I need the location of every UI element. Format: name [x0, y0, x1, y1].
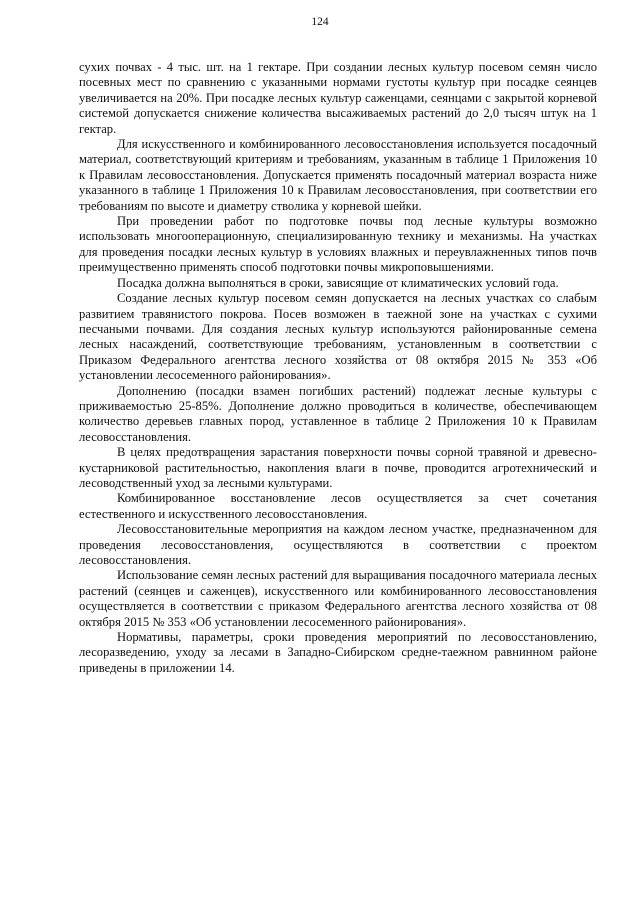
page-number: 124 [311, 16, 329, 28]
paragraph-combined-restoration: Комбинированное восстановление лесов осуществляется за счет сочетания естественного и искусственного лесовосстановления. [79, 491, 597, 521]
paragraph-replanting: Дополнению (посадки взамен погибших растений) подлежат лесные культуры с приживаемостью 25-85%. Дополнение должно проводиться в количестве, обеспечивающем количество деревьев главных пород, уставленное в таблице 2 Приложения 10 к Правилам лесовосстановления. [79, 383, 597, 444]
paragraph-seed-sowing: Создание лесных культур посевом семян допускается на лесных участках со слабым развитием травянистого покрова. Посев возможен в таежной зоне на участках с сухими песчаными почвами. Для создания лесных культур используются районированные семена лесных насаждений, соответствующие требованиям, установленным в соответствии с Приказом Федерального агентства лесного хозяйства от 08 октября 2015 № 353 «Об установлении лесосеменного районирования». [79, 291, 597, 383]
paragraph-seed-usage: Использование семян лесных растений для выращивания посадочного материала лесных растений (сеянцев и саженцев), искусственного или комбинированного лесовосстановления осуществляется в соответствии с приказом Федерального агентства лесного хозяйства от 08 октября 2015 № 353 «Об установлении лесосеменного районирования». [79, 568, 597, 629]
paragraph-continued: сухих почвах - 4 тыс. шт. на 1 гектаре. При создании лесных культур посевом семян число посевных мест по сравнению с указанными нормами густоты культур при посадке сеянцев увеличивается на 20%. При посадке лесных культур саженцами, сеянцами с закрытой корневой системой допускается снижение количества высаживаемых растений до 2,0 тысяч штук на 1 гектар. [79, 60, 597, 136]
body-text [79, 60, 597, 676]
paragraph-soil-preparation: При проведении работ по подготовке почвы под лесные культуры возможно использовать многооперационную, специализированную технику и механизмы. На участках для проведения посадки лесных культур в условиях влажных и переувлажненных типов почв преимущественно применять способ подготовки почвы микроповышениями. [79, 214, 597, 275]
paragraph-weed-control: В целях предотвращения зарастания поверхности почвы сорной травяной и древесно-кустарниковой растительностью, накопления влаги в почве, проводится агротехнический и лесоводственный уход за лесными культурами. [79, 445, 597, 490]
paragraph-planting-material: Для искусственного и комбинированного лесовосстановления используется посадочный материал, соответствующий критериям и требованиям, указанным в таблице 1 Приложения 10 к Правилам лесовосстановления. Допускается применять посадочный материал возраста ниже указанного в таблице 1 Приложения 10 к Правилам лесовосстановления, при соответствии его требованиям по высоте и диаметру стволика у корневой шейки. [79, 137, 597, 213]
paragraph-norms-reference: Нормативы, параметры, сроки проведения мероприятий по лесовосстановлению, лесоразведению, уходу за лесами в Западно-Сибирском средне-таежном равнинном районе приведены в приложении 14. [79, 630, 597, 675]
paragraph-planting-timing: Посадка должна выполняться в сроки, зависящие от климатических условий года. [117, 275, 559, 290]
paragraph-restoration-measures: Лесовосстановительные мероприятия на каждом лесном участке, предназначенном для проведения лесовосстановления, осуществляются в соответствии с проектом лесовосстановления. [79, 522, 597, 567]
